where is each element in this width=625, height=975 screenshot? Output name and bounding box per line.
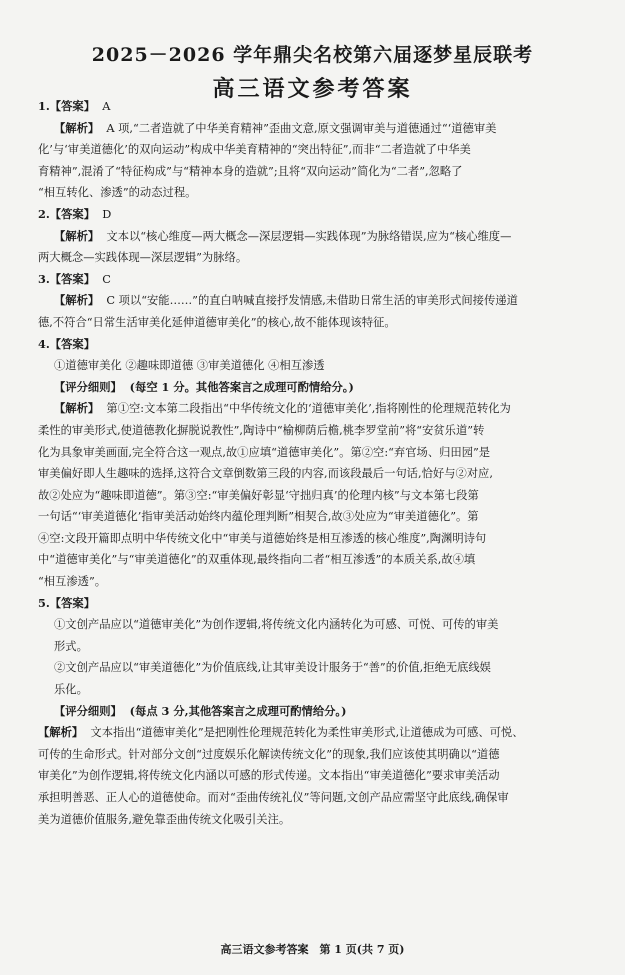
answer-tag: 【答案】 [49, 595, 95, 610]
answer-value: D [102, 207, 112, 221]
answer-line: 乐化。 [54, 683, 88, 697]
scoring-rule-tag: 【评分细则】 [54, 703, 122, 718]
answer-line: ②文创产品应以“审美道德化”为价值底线,让其审美设计服务于“善”的价值,拒绝无底线娱 [54, 661, 491, 675]
answer-tag: 【答案】 [49, 336, 95, 351]
scoring-rule: (每空 1 分。其他答案言之成理可酌情给分。) [129, 379, 354, 394]
analysis-line: 故②处应为“趣味即道德”。第③空:“审美偏好彰显‘守拙归真’的伦理内核”与文本第七段第 [38, 488, 479, 502]
answer-value: C [102, 272, 111, 286]
question-number: 1. [38, 99, 50, 113]
analysis-line: “相互转化、渗透”的动态过程。 [38, 186, 197, 200]
analysis-line: 中“道德审美化”与“审美道德化”的双重体现,最终指向二者“相互渗透”的本质关系,故④填 [38, 553, 476, 567]
analysis-tag: 【解析】 [54, 120, 100, 135]
question-2 [38, 204, 598, 269]
question-number: 3. [38, 271, 50, 286]
analysis-line: 审美偏好即人生趣味的选择,这符合文章倒数第三段的内容,而该段最后一句话,恰好与②对应, [38, 467, 493, 481]
analysis-tag: 【解析】 [38, 725, 84, 740]
question-number: 2. [38, 206, 50, 221]
question-number: 4. [38, 336, 50, 351]
question-3 [38, 269, 598, 334]
analysis-line: 化’与‘审美道德化’的双向运动”构成中华美育精神的“突出特征”,而非“二者造就了中华美 [38, 143, 471, 157]
analysis-line: 文本以“核心维度—两大概念—深层逻辑—实践体现”为脉络错误,应为“核心维度— [106, 229, 512, 243]
analysis-line: 第①空:文本第二段指出“中华传统文化的‘道德审美化’,指将刚性的伦理规范转化为 [106, 402, 511, 416]
document-subtitle: 高三语文参考答案 [212, 76, 413, 102]
analysis-line: C 项以“安能……”的直白呐喊直接抒发情感,未借助日常生活的审美形式间接传递道 [106, 294, 518, 308]
analysis-line: A 项,“二者造就了中华美育精神”歪曲文意,原文强调审美与道德通过“‘道德审美 [106, 121, 497, 135]
analysis-line: 一句话“‘审美道德化’指审美活动始终内蕴伦理判断”相契合,故③处应为“审美道德化”。第 [38, 510, 479, 524]
answer-tag: 【答案】 [49, 206, 95, 221]
answer-value: A [102, 100, 111, 113]
answer-tag: 【答案】 [49, 271, 95, 286]
answer-line: ①文创产品应以“道德审美化”为创作逻辑,将传统文化内涵转化为可感、可悦、可传的审美 [54, 618, 499, 632]
question-number: 5. [38, 595, 50, 610]
answer-line: 形式。 [54, 639, 88, 653]
analysis-tag: 【解析】 [54, 293, 100, 308]
analysis-line: 化为具象审美画面,完全符合这一观点,故①应填“道德审美化”。第②空:“弃官场、归田园”是 [38, 445, 491, 459]
analysis-line: 可传的生命形式。针对部分文创“过度娱乐化解读传统文化”的现象,我们应该使其明确以“道德 [38, 747, 500, 761]
answer-line: ①道德审美化 ②趣味即道德 ③审美道德化 ④相互渗透 [54, 359, 325, 373]
answers-content [38, 96, 598, 830]
scoring-rule: (每点 3 分,其他答案言之成理可酌情给分。) [129, 703, 347, 718]
analysis-line: 承担明善恶、正人心的道德使命。而对“歪曲传统礼仪”等问题,文创产品应需坚守此底线,确保审 [38, 791, 509, 804]
answer-tag: 【答案】 [49, 99, 95, 113]
analysis-line: 德,不符合“日常生活审美化延伸道德审美化”的核心,故不能体现该特征。 [38, 315, 396, 329]
exam-title: 2025－2026 学年鼎尖名校第六届逐梦星辰联考 [91, 44, 534, 66]
analysis-line: 两大概念—实践体现—深层逻辑”为脉络。 [38, 251, 248, 265]
scoring-rule-tag: 【评分细则】 [54, 379, 122, 394]
analysis-line: 美为道德价值服务,避免靠歪曲传统文化吸引关注。 [38, 812, 291, 826]
analysis-line: ④空:文段开篇即点明中华传统文化中“审美与道德始终是相互渗透的核心维度”,陶渊明诗句 [38, 531, 487, 545]
analysis-line: 育精神”,混淆了“特征构成”与“精神本身的造就”;且将“双向运动”简化为“二者”,忽略了 [38, 164, 463, 178]
analysis-tag: 【解析】 [54, 401, 100, 416]
analysis-tag: 【解析】 [54, 228, 100, 243]
question-4 [38, 334, 598, 593]
page-footer: 高三语文参考答案 第 1 页(共 7 页) [220, 943, 405, 956]
question-5 [38, 593, 598, 831]
analysis-line: 文本指出“道德审美化”是把刚性伦理规范转化为柔性审美形式,让道德成为可感、可悦、 [90, 726, 524, 740]
analysis-line: 柔性的审美形式,使道德教化摒脱说教性”,陶诗中“榆柳荫后檐,桃李罗堂前”将“安贫乐道”转 [38, 423, 485, 437]
analysis-line: “相互渗透”。 [38, 575, 107, 589]
question-1 [38, 96, 598, 204]
analysis-line: 审美化”为创作逻辑,将传统文化内涵以可感的形式传递。文本指出“审美道德化”要求审美活动 [38, 769, 500, 783]
